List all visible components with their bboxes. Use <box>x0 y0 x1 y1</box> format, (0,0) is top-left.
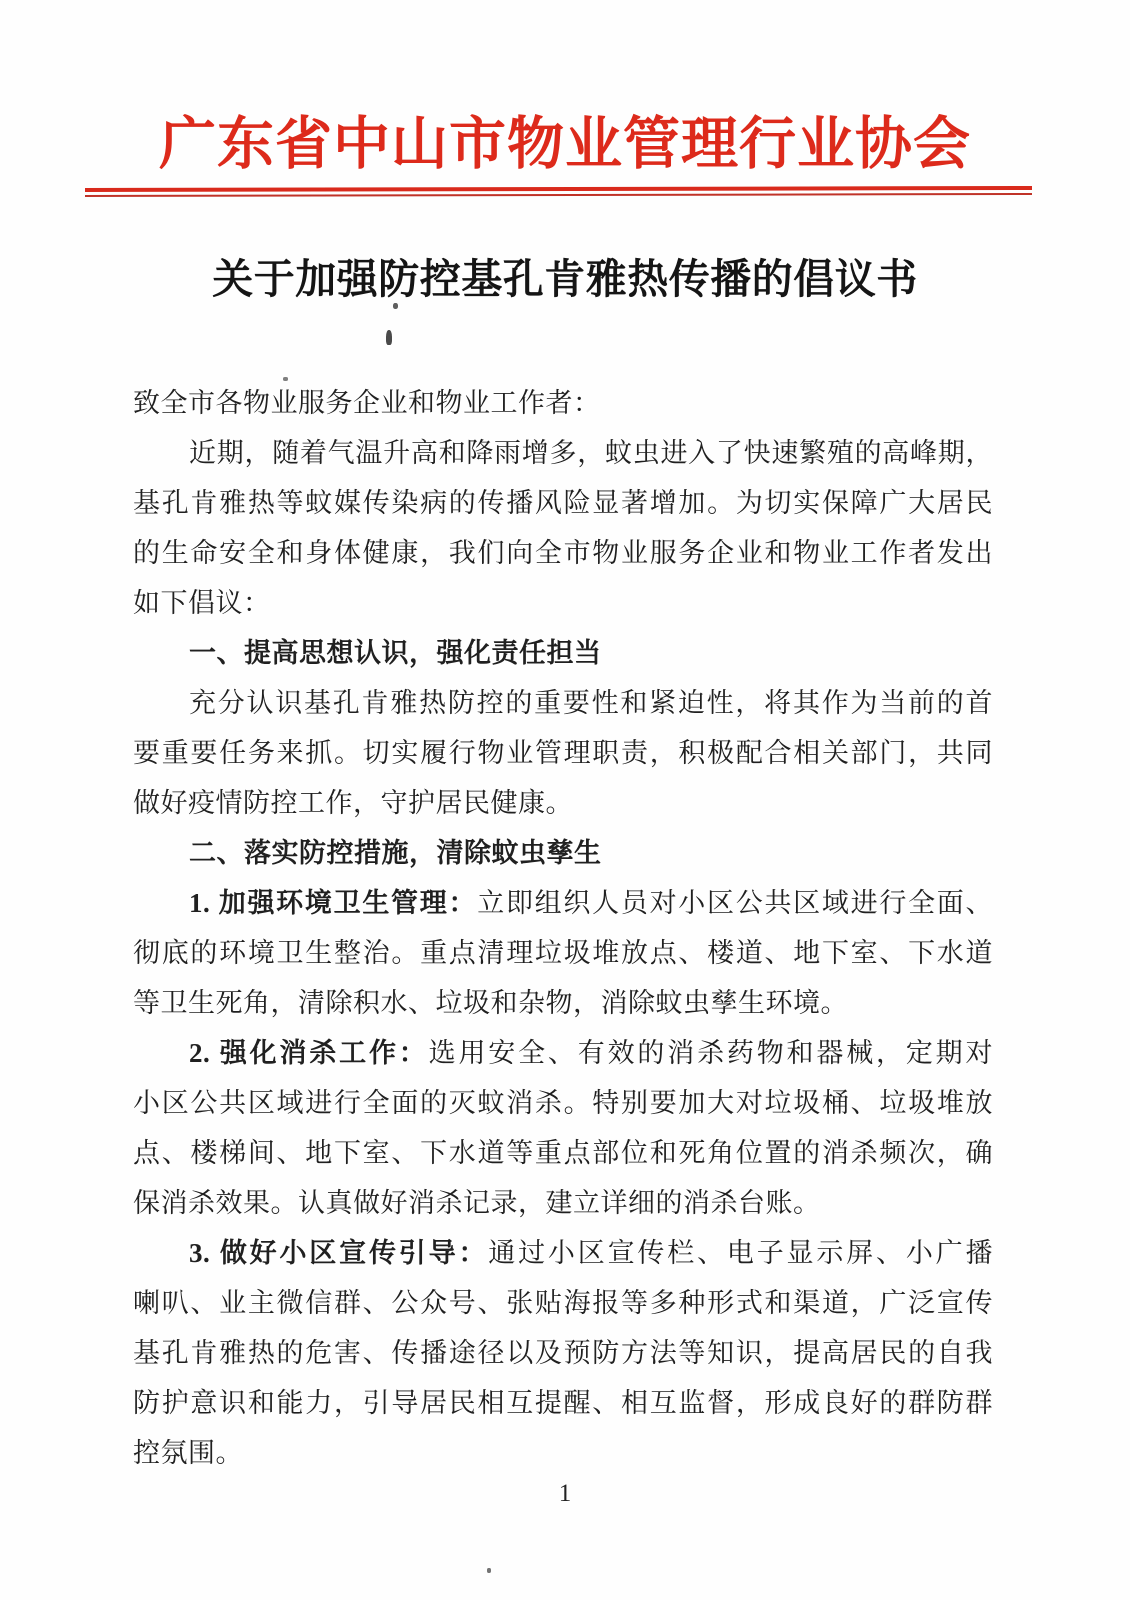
text-line <box>133 1228 993 1278</box>
paragraph <box>133 828 993 878</box>
text-line <box>133 828 993 878</box>
text-line <box>133 628 993 678</box>
text-line <box>133 378 993 428</box>
page-number: 1 <box>558 1480 572 1507</box>
text-line <box>133 678 993 728</box>
paragraph <box>133 378 993 428</box>
text-segment: 做好疫情防控工作，守护居民健康。 <box>133 788 573 818</box>
text-segment: 要重要任务来抓。切实履行物业管理职责，积极配合相关部门，共同 <box>133 738 993 768</box>
paragraph <box>133 878 993 1028</box>
text-line <box>133 1078 993 1128</box>
text-line <box>133 428 993 478</box>
scan-artifact <box>393 303 398 309</box>
text-line <box>133 928 993 978</box>
text-line <box>133 778 993 828</box>
text-segment: 喇叭、业主微信群、公众号、张贴海报等多种形式和渠道，广泛宣传 <box>133 1288 993 1318</box>
text-line <box>133 728 993 778</box>
text-segment: 防护意识和能力，引导居民相互提醒、相互监督，形成良好的群防群 <box>133 1388 993 1418</box>
paragraph <box>133 1028 993 1228</box>
text-line <box>133 878 993 928</box>
paragraph <box>133 678 993 828</box>
text-line <box>133 1178 993 1228</box>
text-segment: 如下倡议： <box>133 588 271 618</box>
text-line <box>133 1328 993 1378</box>
text-segment: 充分认识基孔肯雅热防控的重要性和紧迫性，将其作为当前的首 <box>189 688 993 718</box>
text-segment: 保消杀效果。认真做好消杀记录，建立详细的消杀台账。 <box>133 1188 821 1218</box>
scan-artifact <box>487 1568 491 1573</box>
text-line <box>133 528 993 578</box>
document-body <box>133 378 993 1478</box>
document-title: 关于加强防控基孔肯雅热传播的倡议书 <box>212 256 918 302</box>
text-segment: 彻底的环境卫生整治。重点清理垃圾堆放点、楼道、地下室、下水道 <box>133 938 993 968</box>
text-line <box>133 1278 993 1328</box>
text-segment: 致全市各物业服务企业和物业工作者： <box>133 388 601 418</box>
text-segment: 通过小区宣传栏、电子显示屏、小广播 <box>488 1238 994 1268</box>
text-line <box>133 978 993 1028</box>
org-title: 广东省中山市物业管理行业协会 <box>159 113 971 176</box>
text-segment: 立即组织人员对小区公共区域进行全面、 <box>477 888 994 918</box>
text-line <box>133 1028 993 1078</box>
text-segment: 控氛围。 <box>133 1438 243 1468</box>
text-line <box>133 1128 993 1178</box>
text-segment: 基孔肯雅热的危害、传播途径以及预防方法等知识，提高居民的自我 <box>133 1338 993 1368</box>
text-line <box>133 478 993 528</box>
bold-text-segment: 2. 强化消杀工作： <box>189 1038 429 1068</box>
paragraph <box>133 428 993 628</box>
text-segment: 近期，随着气温升高和降雨增多，蚊虫进入了快速繁殖的高峰期， <box>189 438 993 468</box>
text-line <box>133 578 993 628</box>
text-segment: 小区公共区域进行全面的灭蚊消杀。特别要加大对垃圾桶、垃圾堆放 <box>133 1088 993 1118</box>
header-divider <box>85 187 1032 196</box>
text-line <box>133 1378 993 1428</box>
text-segment: 等卫生死角，清除积水、垃圾和杂物，消除蚊虫孳生环境。 <box>133 988 848 1018</box>
text-line <box>133 1428 993 1478</box>
paragraph <box>133 1228 993 1478</box>
text-segment: 点、楼梯间、地下室、下水道等重点部位和死角位置的消杀频次，确 <box>133 1138 993 1168</box>
bold-text-segment: 一、提高思想认识，强化责任担当 <box>189 638 602 668</box>
bold-text-segment: 3. 做好小区宣传引导： <box>189 1238 489 1268</box>
bold-text-segment: 1. 加强环境卫生管理： <box>189 888 478 918</box>
text-segment: 选用安全、有效的消杀药物和器械，定期对 <box>428 1038 994 1068</box>
paragraph <box>133 628 993 678</box>
text-segment: 基孔肯雅热等蚊媒传染病的传播风险显著增加。为切实保障广大居民 <box>133 488 993 518</box>
bold-text-segment: 二、落实防控措施，清除蚊虫孳生 <box>189 838 602 868</box>
text-segment: 的生命安全和身体健康，我们向全市物业服务企业和物业工作者发出 <box>133 538 993 568</box>
scan-artifact <box>386 330 392 345</box>
